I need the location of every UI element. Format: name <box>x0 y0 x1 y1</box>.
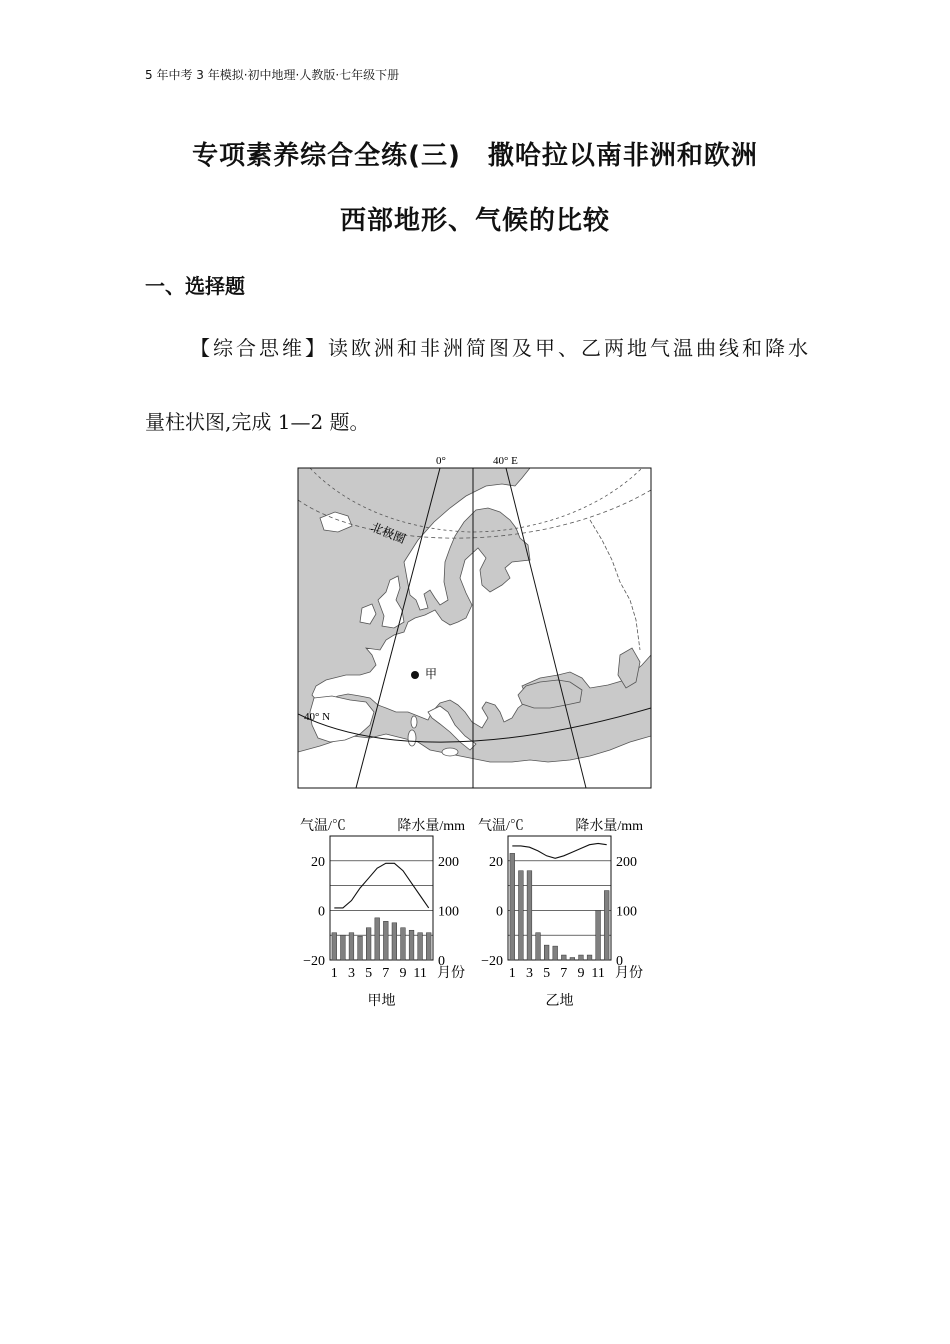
precip-bar <box>383 921 388 960</box>
precip-bar <box>604 891 609 960</box>
precip-bar <box>409 930 414 960</box>
y-right-label: 降水量/mm <box>397 819 465 834</box>
precip-bar <box>553 946 558 960</box>
x-tick: 7 <box>382 966 390 981</box>
precip-bar <box>332 933 337 960</box>
y-right-tick: 100 <box>616 904 637 920</box>
precip-bar <box>510 853 515 960</box>
precip-bar <box>536 933 541 960</box>
precip-bar <box>349 933 354 960</box>
y-right-tick: 200 <box>616 854 637 870</box>
y-left-label: 气温/℃ <box>478 819 524 834</box>
climate-charts <box>290 812 660 1022</box>
x-axis-label: 月份 <box>615 966 643 981</box>
y-right-tick: 100 <box>438 904 459 920</box>
precip-bar <box>366 928 371 960</box>
y-right-tick: 0 <box>438 954 445 969</box>
precip-bar <box>561 955 566 960</box>
x-axis-label: 月份 <box>437 966 465 981</box>
y-left-tick: 20 <box>489 854 503 870</box>
precip-bar <box>587 955 592 960</box>
precip-bar <box>392 923 397 960</box>
y-left-tick: −20 <box>481 954 503 969</box>
y-right-label: 降水量/mm <box>575 819 643 834</box>
x-tick: 3 <box>525 966 533 981</box>
x-tick: 7 <box>560 966 568 981</box>
precip-bar <box>596 910 601 960</box>
europe-map <box>290 450 660 795</box>
title-line-1: 专项素养综合全练(三) 撒哈拉以南非洲和欧洲 <box>192 141 758 171</box>
section-heading: 一、选择题 <box>145 274 245 298</box>
precip-bar <box>426 933 431 960</box>
precip-bar <box>570 958 575 960</box>
sardinia <box>408 730 416 746</box>
chart-title: 甲地 <box>367 994 396 1009</box>
precip-bar <box>579 955 584 960</box>
lon-label-40e: 40° E <box>493 455 518 467</box>
precip-bar <box>375 918 380 960</box>
climate-chart-jia <box>300 817 465 1009</box>
sicily <box>442 748 458 756</box>
intro-line-2: 量柱状图,完成 1—2 题。 <box>145 410 370 434</box>
x-tick: 5 <box>365 966 373 981</box>
point-jia-label: 甲 <box>425 667 438 681</box>
x-tick: 11 <box>413 966 427 981</box>
y-right-tick: 0 <box>616 954 623 969</box>
chart-title: 乙地 <box>545 994 574 1009</box>
precip-bar <box>341 935 346 960</box>
precip-bar <box>527 871 532 960</box>
running-header: 5 年中考 3 年模拟·初中地理·人教版·七年级下册 <box>145 68 400 82</box>
precip-bar <box>418 933 423 960</box>
precip-bar <box>401 928 406 960</box>
x-tick: 3 <box>347 966 355 981</box>
precip-bar <box>544 945 549 960</box>
lat-label-40n: 40° N <box>304 711 331 723</box>
corsica <box>411 716 417 728</box>
title-line-2: 西部地形、气候的比较 <box>339 206 610 236</box>
temperature-line <box>512 843 606 858</box>
lon-label-0: 0° <box>436 455 446 467</box>
y-right-tick: 200 <box>438 854 459 870</box>
x-tick: 9 <box>399 966 407 981</box>
x-tick: 11 <box>591 966 605 981</box>
precip-bar <box>519 871 524 960</box>
arctic-circle-label: 北极圈 <box>368 519 408 547</box>
x-tick: 1 <box>330 966 338 981</box>
x-tick: 1 <box>508 966 516 981</box>
y-left-label: 气温/℃ <box>300 819 346 834</box>
y-left-tick: −20 <box>303 954 325 969</box>
y-left-tick: 0 <box>318 904 325 920</box>
intro-line-1: 【综合思维】读欧洲和非洲简图及甲、乙两地气温曲线和降水 <box>190 336 811 360</box>
x-tick: 5 <box>543 966 551 981</box>
point-jia <box>411 671 419 679</box>
y-left-tick: 0 <box>496 904 503 920</box>
precip-bar <box>358 936 363 960</box>
x-tick: 9 <box>577 966 585 981</box>
y-left-tick: 20 <box>311 854 325 870</box>
climate-chart-yi <box>478 817 643 1009</box>
